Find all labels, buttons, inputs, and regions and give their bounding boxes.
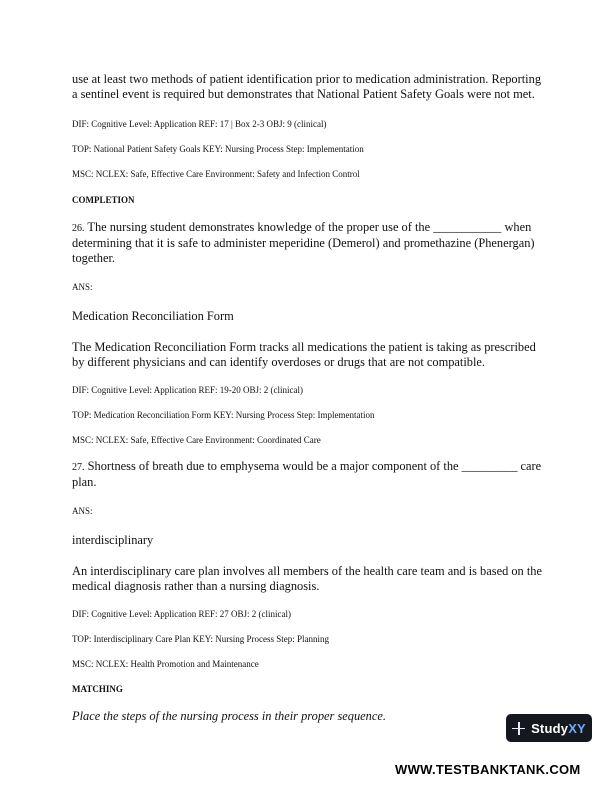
top-26: TOP: Medication Reconciliation Form KEY: Nursing Process Step: Implementation [72,410,375,420]
dif-26: DIF: Cognitive Level: Application REF: 19-20 OBJ: 2 (clinical) [72,385,303,395]
msc-27: MSC: NCLEX: Health Promotion and Maintenance [72,659,259,669]
ans-label: ANS: [72,506,93,516]
question-26 [72,220,542,266]
website-footer[interactable]: WWW.TESTBANKTANK.COM [395,762,581,777]
intro-dif: DIF: Cognitive Level: Application REF: 17 | Box 2-3 OBJ: 9 (clinical) [72,119,327,129]
completion-heading: COMPLETION [72,195,135,205]
studyxy-badge[interactable] [506,714,592,742]
question-text: The nursing student demonstrates knowledge of the proper use of the ___________ when determining that it is safe to administer meperidine (Demerol) and promethazine (Phenergan) together. [72,220,535,265]
matching-heading: MATCHING [72,684,123,694]
question-number: 26. [72,223,85,234]
ans-label: ANS: [72,282,93,292]
rationale-26: The Medication Reconciliation Form tracks all medications the patient is taking as prescribed by different physicians and can identify overdoses or drugs that are not compatible. [72,340,536,369]
msc-26: MSC: NCLEX: Safe, Effective Care Environment: Coordinated Care [72,435,321,445]
document-page [72,72,542,724]
plus-icon [512,722,525,735]
answer-27: interdisciplinary [72,533,154,547]
intro-top: TOP: National Patient Safety Goals KEY: Nursing Process Step: Implementation [72,144,364,154]
answer-26: Medication Reconciliation Form [72,309,234,323]
question-text: Shortness of breath due to emphysema would be a major component of the _________ care plan. [72,459,542,489]
brand-prefix: Study [531,720,569,736]
intro-rationale: use at least two methods of patient identification prior to medication administration. Reporting a sentinel event is required but demonstrates that National Patient Safety Goals were not met. [72,72,542,101]
intro-msc: MSC: NCLEX: Safe, Effective Care Environment: Safety and Infection Control [72,169,360,179]
question-27 [72,459,542,490]
matching-instruction: Place the steps of the nursing process in their proper sequence. [72,709,386,723]
brand-accent: XY [568,720,586,736]
top-27: TOP: Interdisciplinary Care Plan KEY: Nursing Process Step: Planning [72,634,329,644]
dif-27: DIF: Cognitive Level: Application REF: 27 OBJ: 2 (clinical) [72,609,291,619]
rationale-27: An interdisciplinary care plan involves all members of the health care team and is based on the medical diagnosis rather than a nursing diagnosis. [72,564,542,593]
studyxy-logo-text [531,721,586,736]
question-number: 27. [72,462,85,473]
